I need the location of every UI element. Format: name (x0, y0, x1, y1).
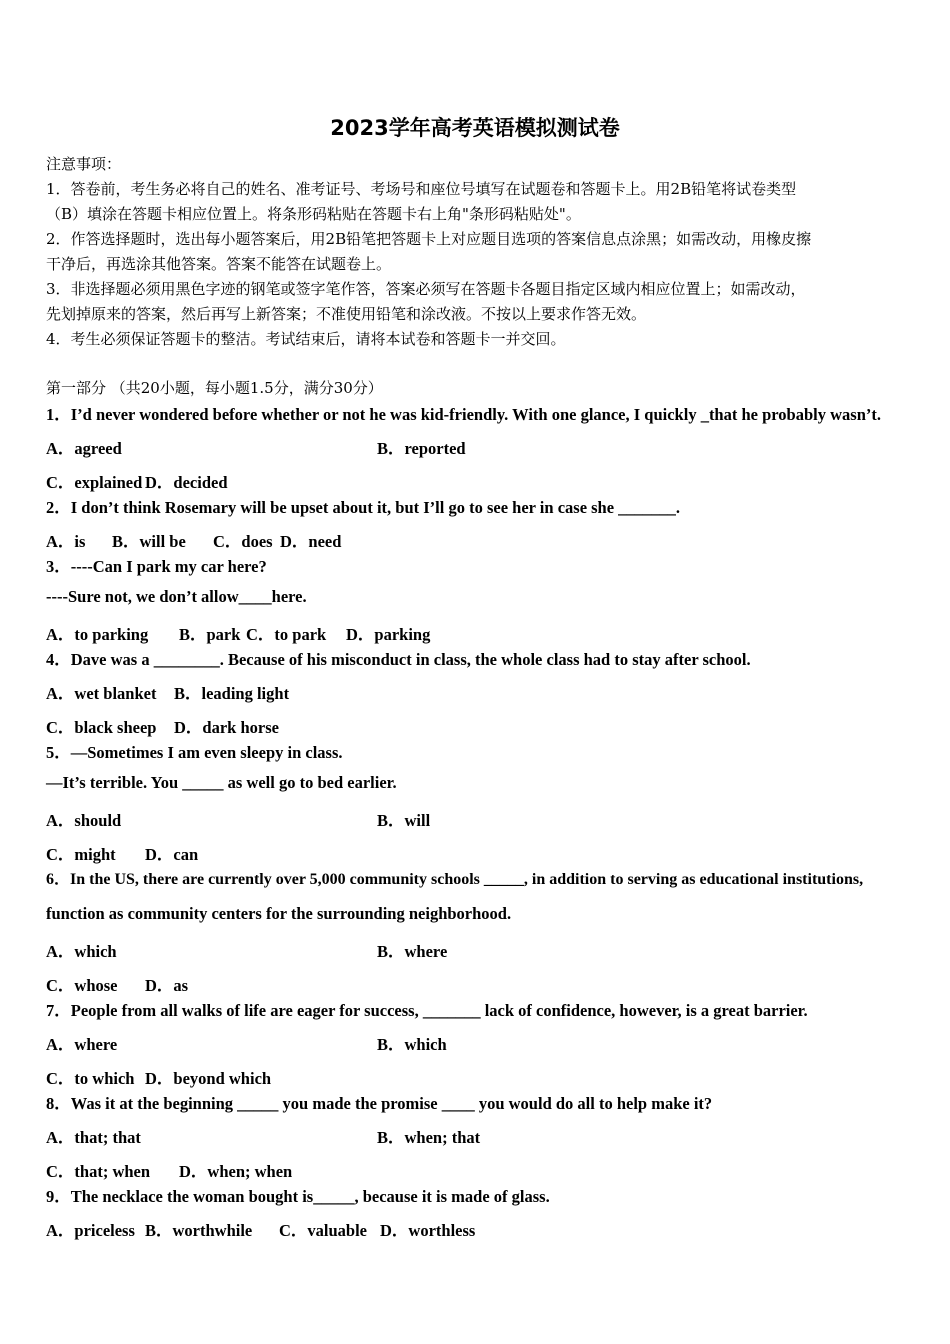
option-c: C．whose (46, 976, 118, 995)
page-title: 2023学年高考英语模拟测试卷 (330, 116, 620, 140)
option-d: D．worthless (380, 1221, 476, 1240)
notice-line: 2．作答选择题时，选出每小题答案后，用2B铅笔把答题卡上对应题目选项的答案信息点涂黑；如需改动，用橡皮擦 (46, 230, 812, 248)
option-d: D．as (145, 976, 189, 995)
option-b: B．worthwhile (145, 1221, 253, 1240)
question-stem-line: —It’s terrible. You _____ as well go to bed earlier. (46, 773, 397, 792)
question-stem: 8．Was it at the beginning _____ you made the promise ____ you would do all to help make it? (46, 1094, 713, 1113)
question-stem: 6．In the US, there are currently over 5,000 community schools _____, in addition to serving as educational institutions, (46, 871, 864, 888)
option-c: C．that; when (46, 1162, 151, 1181)
option-d: D．decided (145, 473, 228, 492)
option-a: A．is (46, 532, 86, 551)
notice-line: 4．考生必须保证答题卡的整洁。考试结束后，请将本试卷和答题卡一并交回。 (46, 330, 566, 348)
option-c: C．valuable (279, 1221, 368, 1240)
option-a: A．which (46, 942, 117, 961)
question-stem: 9．The necklace the woman bought is_____, because it is made of glass. (46, 1187, 550, 1206)
option-c: C．does (213, 532, 273, 551)
option-d: D．parking (346, 625, 431, 644)
option-b: B．will (377, 811, 431, 830)
option-d: D．beyond which (145, 1069, 272, 1088)
section-heading: 第一部分 （共20小题，每小题1.5分，满分30分） (46, 379, 383, 397)
option-a: A．wet blanket (46, 684, 157, 703)
option-a: A．to parking (46, 625, 149, 644)
option-c: C．might (46, 845, 116, 864)
option-a: A．priceless (46, 1221, 135, 1240)
option-a: A．agreed (46, 439, 122, 458)
question-stem: 1．I’d never wondered before whether or not he was kid-friendly. With one glance, I quickly _that he probably wasn’t. (46, 405, 881, 424)
option-b: B．where (377, 942, 448, 961)
notice-line: 3．非选择题必须用黑色字迹的钢笔或签字笔作答，答案必须写在答题卡各题目指定区域内相应位置上；如需改动， (46, 280, 806, 298)
option-b: B．which (377, 1035, 447, 1054)
question-stem-line: ----Sure not, we don’t allow____here. (46, 587, 307, 606)
option-a: A．should (46, 811, 122, 830)
option-d: D．need (280, 532, 342, 551)
question-stem-line: function as community centers for the surrounding neighborhood. (46, 904, 512, 923)
notice-line: 先划掉原来的答案，然后再写上新答案；不准使用铅笔和涂改液。不按以上要求作答无效。 (46, 305, 647, 323)
question-stem: 3．----Can I park my car here? (46, 557, 267, 576)
question-stem: 2．I don’t think Rosemary will be upset about it, but I’ll go to see her in case she _______. (46, 498, 681, 517)
notice-line: 1．答卷前，考生务必将自己的姓名、准考证号、考场号和座位号填写在试题卷和答题卡上。用2B铅笔将试卷类型 (46, 180, 797, 198)
notice-heading: 注意事项： (46, 155, 122, 173)
option-c: C．explained (46, 473, 143, 492)
notice-line: （B）填涂在答题卡相应位置上。将条形码粘贴在答题卡右上角"条形码粘贴处"。 (46, 205, 581, 223)
question-stem: 7．People from all walks of life are eager for success, _______ lack of confidence, however, is a great barrier. (46, 1001, 808, 1020)
option-d: D．dark horse (174, 718, 279, 737)
question-stem: 5．—Sometimes I am even sleepy in class. (46, 743, 343, 762)
option-a: A．where (46, 1035, 118, 1054)
option-b: B．park (179, 625, 241, 644)
option-c: C．black sheep (46, 718, 157, 737)
option-b: B．will be (112, 532, 186, 551)
notice-line: 干净后，再选涂其他答案。答案不能答在试题卷上。 (46, 255, 392, 273)
option-b: B．when; that (377, 1128, 481, 1147)
option-c: C．to park (246, 625, 327, 644)
option-d: D．can (145, 845, 199, 864)
option-b: B．leading light (174, 684, 290, 703)
question-stem: 4．Dave was a ________. Because of his misconduct in class, the whole class had to stay after school. (46, 650, 751, 669)
option-b: B．reported (377, 439, 466, 458)
option-a: A．that; that (46, 1128, 141, 1147)
option-d: D．when; when (179, 1162, 293, 1181)
option-c: C．to which (46, 1069, 135, 1088)
